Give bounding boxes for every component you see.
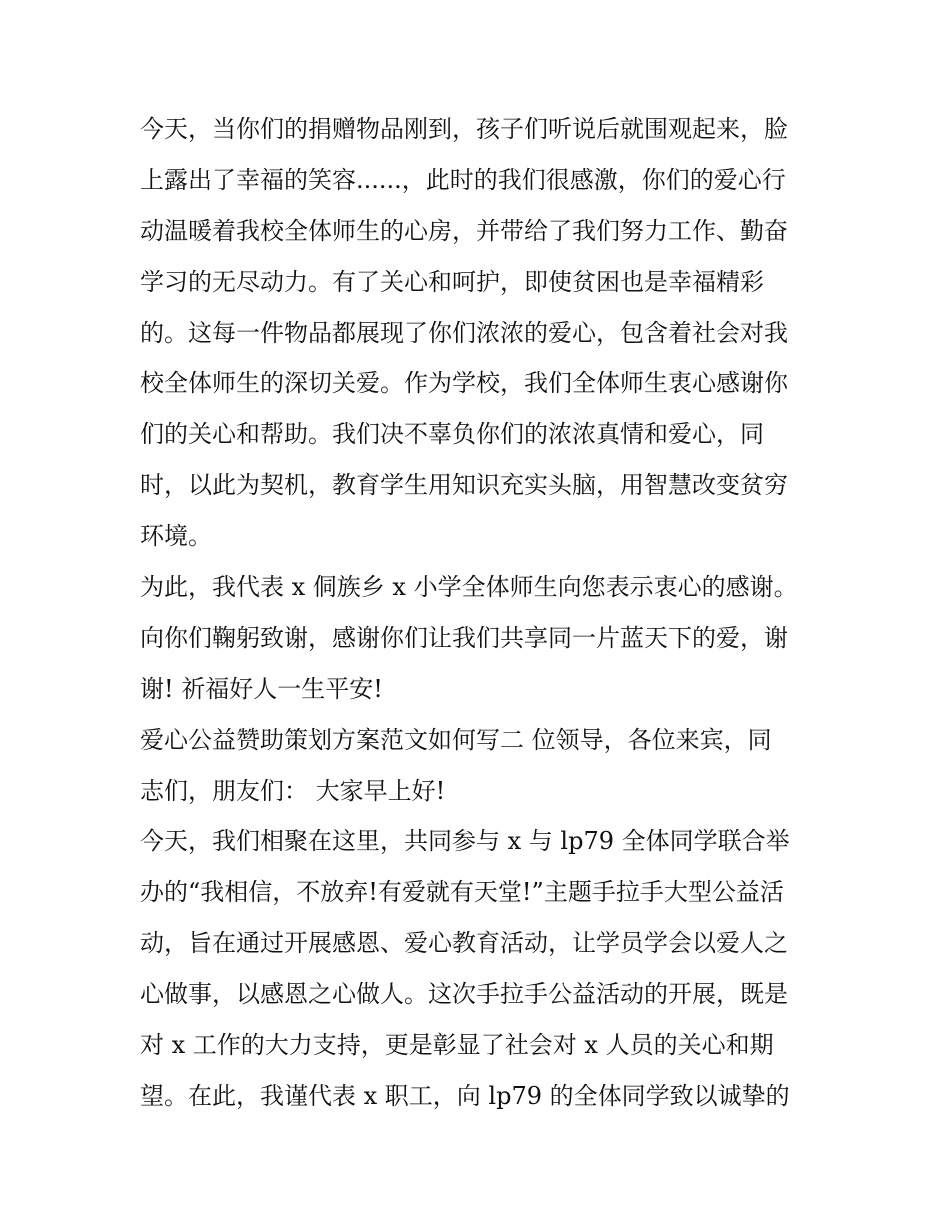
text-line: 今天，我们相聚在这里，共同参与 x 与 lp79 全体同学联合举 — [140, 827, 790, 856]
body-text — [140, 104, 820, 1122]
text-line: 环境。 — [140, 522, 212, 551]
text-line: 校全体师生的深切关爱。作为学校，我们全体师生衷心感谢你 — [140, 369, 788, 398]
text-line: 望。在此，我谨代表 x 职工，向 lp79 的全体同学致以诚挚的 — [140, 1081, 790, 1110]
text-line: 办的“我相信，不放弃!有爱就有天堂!”主题手拉手大型公益活 — [140, 878, 784, 907]
text-line: 时，以此为契机，教育学生用知识充实头脑，用智慧改变贫穷 — [140, 471, 788, 500]
text-line: 动温暖着我校全体师生的心房，并带给了我们努力工作、勤奋 — [140, 216, 788, 245]
text-line: 的。这每一件物品都展现了你们浓浓的爱心，包含着社会对我 — [140, 318, 788, 347]
text-line: 心做事，以感恩之心做人。这次手拉手公益活动的开展，既是 — [140, 980, 788, 1009]
text-line: 今天，当你们的捐赠物品刚到，孩子们听说后就围观起来，脸 — [140, 115, 788, 143]
text-line: 动，旨在通过开展感恩、爱心教育活动，让学员学会以爱人之 — [140, 929, 788, 958]
text-line: 为此，我代表 x 侗族乡 x 小学全体师生向您表示衷心的感谢。 — [140, 573, 798, 602]
text-line: 志们，朋友们： 大家早上好! — [140, 776, 446, 805]
text-line: 对 x 工作的大力支持，更是彰显了社会对 x 人员的关心和期 — [140, 1031, 774, 1060]
text-line: 上露出了幸福的笑容......，此时的我们很感激，你们的爱心行 — [140, 165, 786, 194]
text-line: 谢! 祈福好人一生平安! — [140, 674, 383, 703]
text-line: 学习的无尽动力。有了关心和呵护，即使贫困也是幸福精彩 — [140, 267, 764, 296]
text-line: 爱心公益赞助策划方案范文如何写二 位领导，各位来宾，同 — [140, 725, 772, 754]
text-line: 向你们鞠躬致谢，感谢你们让我们共享同一片蓝天下的爱，谢 — [140, 623, 788, 652]
text-line: 们的关心和帮助。我们决不辜负你们的浓浓真情和爱心，同 — [140, 420, 764, 449]
